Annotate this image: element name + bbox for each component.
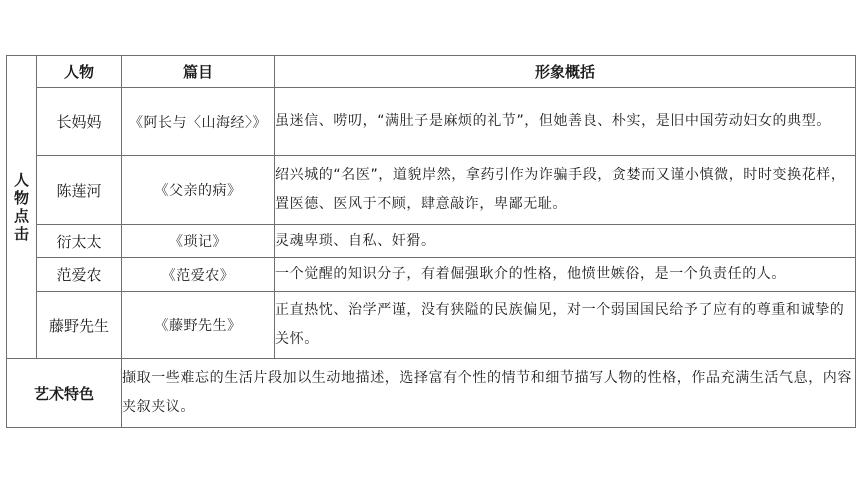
- table-row: [7, 156, 856, 225]
- work-title: 《琐记》: [122, 225, 275, 258]
- character-name: 范爱农: [37, 258, 122, 292]
- character-summary: 灵魂卑琐、自私、奸猾。: [275, 225, 856, 258]
- art-feature-text: 撷取一些难忘的生活片段加以生动地描述，选择富有个性的情节和细节描写人物的性格，作品充满生活气息，内容夹叙夹议。: [122, 359, 856, 428]
- character-name: 陈莲河: [37, 156, 122, 225]
- character-name: 藤野先生: [37, 292, 122, 359]
- character-name: 衍太太: [37, 225, 122, 258]
- header-work: 篇目: [122, 56, 275, 88]
- table-row: [7, 88, 856, 156]
- table-row: [7, 292, 856, 359]
- work-title: 《阿长与〈山海经〉》: [122, 88, 275, 156]
- art-feature-row: [7, 359, 856, 428]
- work-title: 《父亲的病》: [122, 156, 275, 225]
- table-row: [7, 258, 856, 292]
- work-title: 《藤野先生》: [122, 292, 275, 359]
- character-summary: 正直热忱、治学严谨，没有狭隘的民族偏见，对一个弱国国民给予了应有的尊重和诚挚的关怀。: [275, 292, 856, 359]
- table-row: [7, 225, 856, 258]
- character-name: 长妈妈: [37, 88, 122, 156]
- character-summary: 一个觉醒的知识分子，有着倔强耿介的性格，他愤世嫉俗，是一个负责任的人。: [275, 258, 856, 292]
- art-feature-label: 艺术特色: [7, 359, 122, 428]
- table-header-row: [7, 56, 856, 88]
- header-character: 人物: [37, 56, 122, 88]
- character-summary: 虽迷信、唠叨，“满肚子是麻烦的礼节”，但她善良、朴实，是旧中国劳动妇女的典型。: [275, 88, 856, 156]
- work-title: 《范爱农》: [122, 258, 275, 292]
- header-image-summary: 形象概括: [275, 56, 856, 88]
- section-label: 人物点击: [13, 171, 29, 243]
- section-label-cell: [7, 56, 37, 359]
- character-summary: 绍兴城的“名医”，道貌岸然，拿药引作为诈骗手段，贪婪而又谨小慎微，时时变换花样，置医德、医风于不顾，肆意敲诈，卑鄙无耻。: [275, 156, 856, 225]
- character-summary-table: [6, 55, 856, 428]
